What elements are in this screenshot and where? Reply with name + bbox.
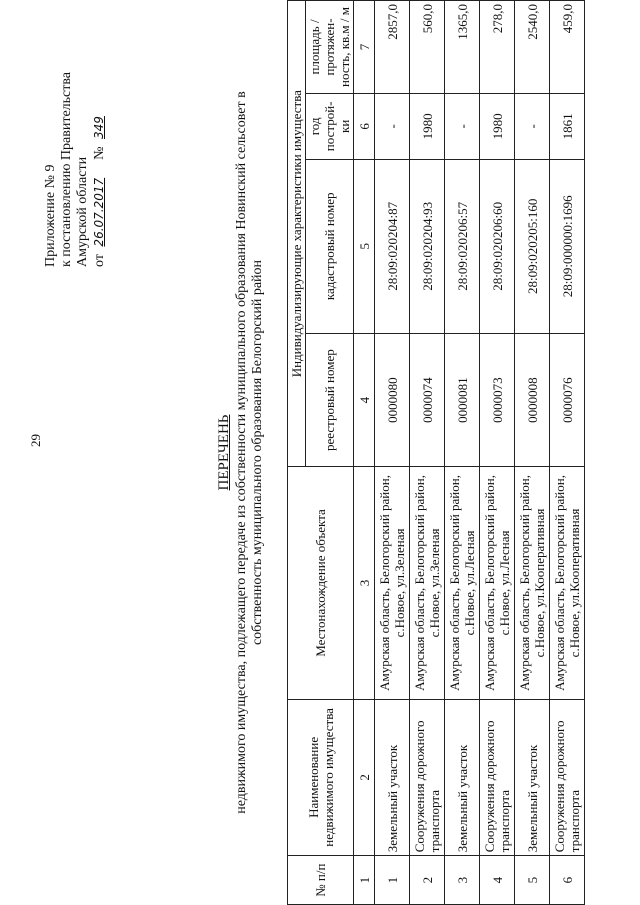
number-prefix: №: [92, 146, 107, 160]
table-row: [515, 1, 550, 905]
row-location: Амурская область, Белогорский район, с.Новое, ул.Кооперативная: [515, 467, 550, 699]
appendix-line-2: к постановлению Правительства: [59, 71, 74, 267]
title-block: [216, 40, 266, 865]
row-year: -: [515, 93, 550, 159]
table-row: [375, 1, 410, 905]
row-registry: 0000073: [480, 333, 515, 467]
row-registry: 0000076: [550, 333, 585, 467]
row-year: 1980: [410, 93, 445, 159]
column-number: 3: [354, 467, 375, 699]
row-cadastral: 28:09:020206:60: [480, 159, 515, 333]
table-row: [550, 1, 585, 905]
row-name: Сооружения дорожного транспорта: [550, 699, 585, 856]
row-cadastral: 28:09:020204:93: [410, 159, 445, 333]
row-number: 4: [480, 856, 515, 905]
column-number: 5: [354, 159, 375, 333]
row-number: 5: [515, 856, 550, 905]
row-area: 2540,0: [515, 1, 550, 94]
row-registry: 0000081: [445, 333, 480, 467]
row-name: Земельный участок: [375, 699, 410, 856]
document-heading: ПЕРЕЧЕНЬ: [216, 414, 232, 491]
appendix-date-line: [91, 7, 108, 267]
handwritten-date: 26.07.2017: [92, 177, 106, 247]
header-location: Местонахождение объекта: [288, 467, 354, 699]
table-row: [480, 1, 515, 905]
row-cadastral: 28:09:020206:57: [445, 159, 480, 333]
row-area: 459,0: [550, 1, 585, 94]
row-year: -: [375, 93, 410, 159]
column-number: 6: [354, 93, 375, 159]
row-number: 1: [375, 856, 410, 905]
row-name: Сооружения дорожного транспорта: [480, 699, 515, 856]
row-number: 6: [550, 856, 585, 905]
row-location: Амурская область, Белогорский район, с.Новое, ул.Зеленая: [410, 467, 445, 699]
row-location: Амурская область, Белогорский район, с.Новое, ул.Лесная: [480, 467, 515, 699]
row-number: 2: [410, 856, 445, 905]
column-number: 1: [354, 856, 375, 905]
row-location: Амурская область, Белогорский район, с.Новое, ул.Кооперативная: [550, 467, 585, 699]
appendix-line-1: Приложение № 9: [43, 164, 58, 267]
row-area: 278,0: [480, 1, 515, 94]
table-row: [445, 1, 480, 905]
header-group: Индивидуализирующие характеристики имущества: [288, 1, 306, 467]
column-number: 4: [354, 333, 375, 467]
header-area: площадь / протяжен-ность, кв.м / м: [306, 1, 354, 94]
handwritten-number: 349: [92, 116, 106, 139]
row-area: 560,0: [410, 1, 445, 94]
column-number-row: [354, 1, 375, 905]
document-title-line-1: недвижимого имущества, подлежащего передаче из собственности муниципального образования Новинский сельсовет в: [234, 91, 249, 814]
row-registry: 0000074: [410, 333, 445, 467]
property-table: [287, 0, 585, 905]
row-name: Земельный участок: [515, 699, 550, 856]
row-registry: 0000080: [375, 333, 410, 467]
row-cadastral: 28:09:020204:87: [375, 159, 410, 333]
header-year: год построй-ки: [306, 93, 354, 159]
row-registry: 0000008: [515, 333, 550, 467]
column-number: 2: [354, 699, 375, 856]
row-name: Сооружения дорожного транспорта: [410, 699, 445, 856]
row-location: Амурская область, Белогорский район, с.Новое, ул.Лесная: [445, 467, 480, 699]
document-title-line-2: собственность муниципального образования Белогорский район: [250, 259, 265, 646]
row-number: 3: [445, 856, 480, 905]
date-prefix: от: [92, 254, 107, 267]
row-area: 2857,0: [375, 1, 410, 94]
header-cadastral: кадастровый номер: [306, 159, 354, 333]
row-year: 1980: [480, 93, 515, 159]
row-name: Земельный участок: [445, 699, 480, 856]
header-num: № п/п: [288, 856, 354, 905]
page-number: 29: [28, 434, 43, 447]
row-cadastral: 28:09:020205:160: [515, 159, 550, 333]
appendix-line-3: Амурской области: [75, 156, 90, 267]
table-row: [410, 1, 445, 905]
row-location: Амурская область, Белогорский район, с.Новое, ул.Зеленая: [375, 467, 410, 699]
appendix-block: [43, 7, 108, 267]
header-name: Наименование недвижимого имущества: [288, 699, 354, 856]
row-area: 1365,0: [445, 1, 480, 94]
header-registry: реестровый номер: [306, 333, 354, 467]
row-year: 1861: [550, 93, 585, 159]
column-number: 7: [354, 1, 375, 94]
row-year: -: [445, 93, 480, 159]
row-cadastral: 28:09:000000:1696: [550, 159, 585, 333]
